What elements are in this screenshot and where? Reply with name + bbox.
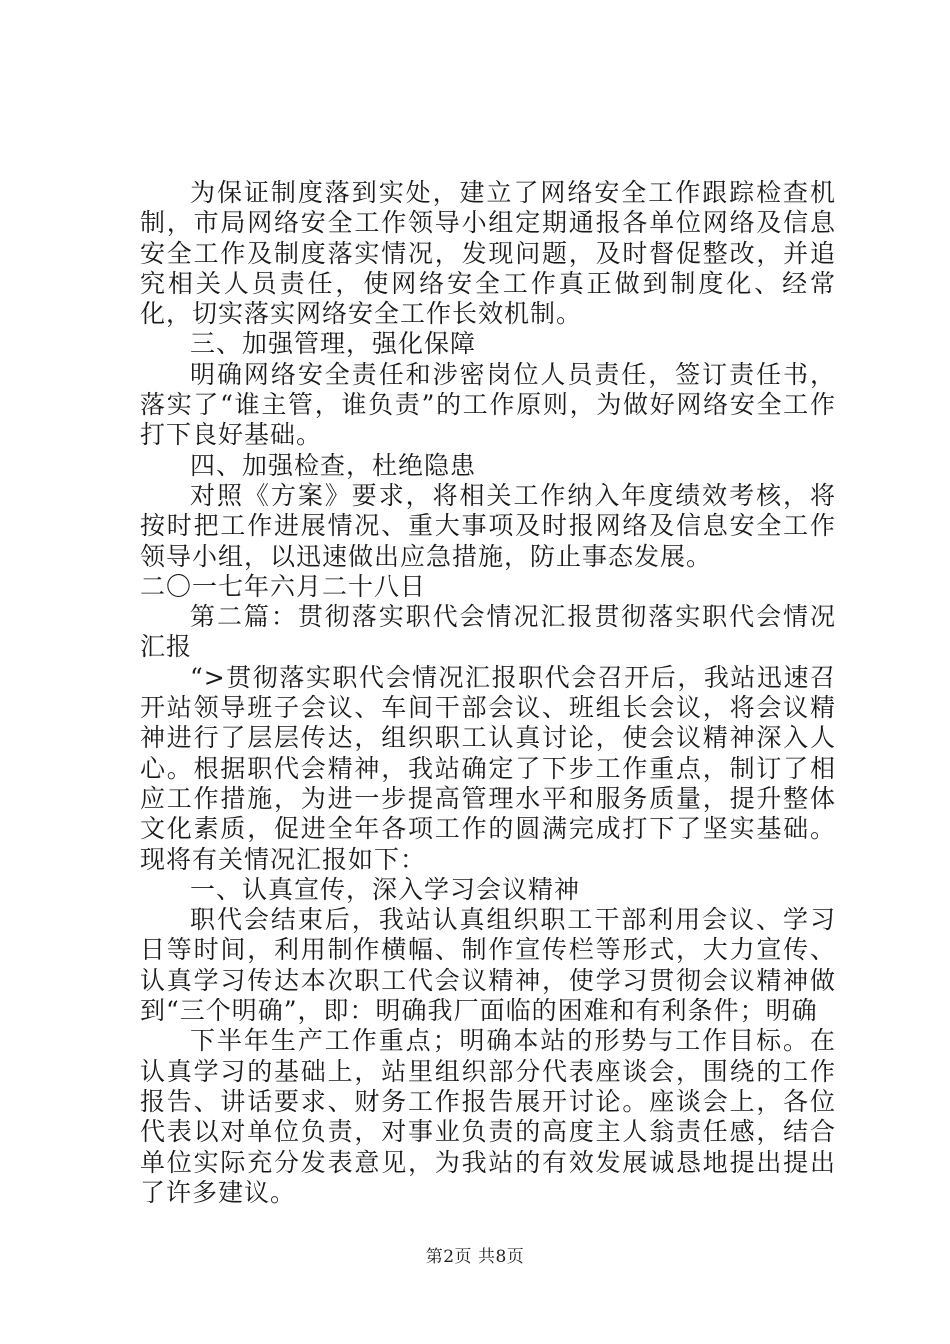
paragraph: 明确网络安全责任和涉密岗位人员责任，签订责任书，落实了“谁主管，谁负责”的工作原则，为做好网络安全工作打下良好基础。 <box>140 359 836 450</box>
paragraph: 为保证制度落到实处，建立了网络安全工作跟踪检查机制，市局网络安全工作领导小组定期通报各单位网络及信息安全工作及制度落实情况，发现问题，及时督促整改，并追究相关人员责任，使网络安全工作真正做到制度化、经常化，切实落实网络安全工作长效机制。 <box>140 178 836 329</box>
paragraph: 下半年生产工作重点；明确本站的形势与工作目标。在认真学习的基础上，站里组织部分代表座谈会，围绕的工作报告、讲话要求、财务工作报告展开讨论。座谈会上，各位代表以对单位负责，对事业负责的高度主人翁责任感，结合单位实际充分发表意见，为我站的有效发展诚恳地提出提出了许多建议。 <box>140 1026 836 1207</box>
paragraph: 对照《方案》要求，将相关工作纳入年度绩效考核，将按时把工作进展情况、重大事项及时报网络及信息安全工作领导小组，以迅速做出应急措施，防止事态发展。 <box>140 480 836 571</box>
section-heading: 一、认真宣传，深入学习会议精神 <box>190 874 581 904</box>
paragraph: “>贯彻落实职代会情况汇报职代会召开后，我站迅速召开站领导班子会议、车间干部会议、班组长会议，将会议精神进行了层层传达，组织职工认真讨论，使会议精神深入人心。根据职代会精神，我站确定了下步工作重点，制订了相应工作措施，为进一步提高管理水平和服务质量，提升整体文化素质，促进全年各项工作的圆满完成打下了坚实基础。现将有关情况汇报如下： <box>140 662 836 874</box>
section-heading: 三、加强管理，强化保障 <box>190 329 477 359</box>
chapter-title: 第二篇：贯彻落实职代会情况汇报贯彻落实职代会情况汇报 <box>140 602 836 662</box>
date-line: 二〇一七年六月二十八日 <box>140 571 427 601</box>
paragraph: 职代会结束后，我站认真组织职工干部利用会议、学习日等时间，利用制作横幅、制作宣传栏等形式，大力宣传、认真学习传达本次职工代会议精神，使学习贯彻会议精神做到“三个明确”，即：明确我厂面临的困难和有利条件；明确 <box>140 905 836 1026</box>
page-number-footer: 第2页 共8页 <box>425 1247 525 1267</box>
document-body <box>140 178 836 1208</box>
section-heading: 四、加强检查，杜绝隐患 <box>190 450 477 480</box>
